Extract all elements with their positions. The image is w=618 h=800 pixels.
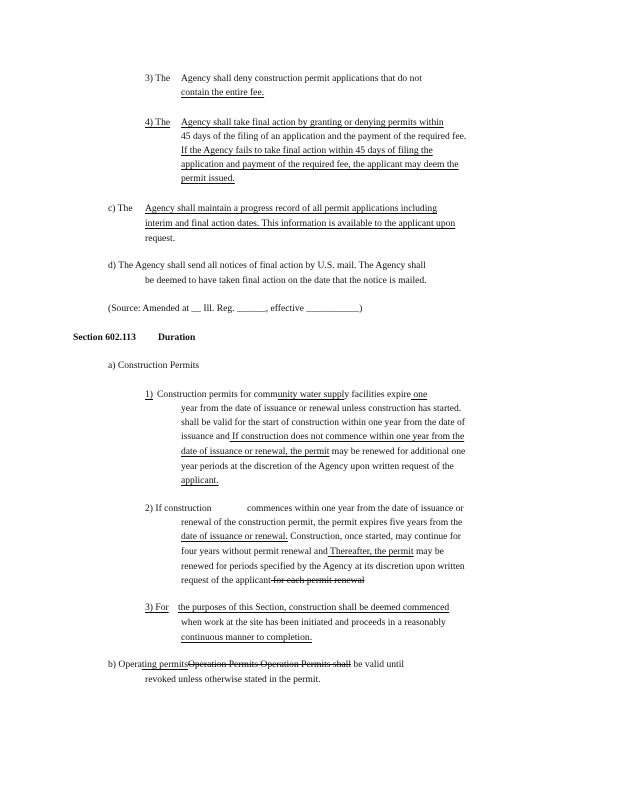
c2-l3-part-a: date of issuance or renewal. — [181, 531, 288, 542]
c1-l1-part-d: one — [410, 389, 428, 400]
construction-item-1-label: 1) — [145, 389, 153, 400]
c1-l1-part-c: y facilities expire — [344, 389, 411, 400]
construction-item-1-line-7: applicant. — [181, 475, 219, 486]
section-title: Duration — [158, 332, 196, 343]
item-a3-label-line — [145, 72, 170, 86]
construction-item-2-line-6 — [181, 574, 365, 588]
construction-item-3-label: 3) For — [145, 602, 169, 613]
item-a4-line-3: If the Agency fails to take final action within 45 days of filing the — [181, 145, 433, 156]
item-a3-label: 3) The — [145, 73, 171, 84]
operating-permits-line-1 — [108, 658, 404, 672]
c2-l4-part-c: may be — [413, 546, 444, 557]
c2-l6-part-b: for each permit renewal — [270, 575, 365, 586]
item-a4-line-2: 45 days of the filing of an application and the payment of the required fee. — [181, 131, 467, 142]
item-c-line-1: Agency shall maintain a progress record of all permit applications including — [145, 203, 437, 214]
construction-item-2-line-2: renewal of the construction permit, the permit expires five years from the — [181, 517, 463, 528]
construction-item-1-line-4 — [181, 430, 464, 444]
construction-item-2-line-3 — [181, 530, 461, 544]
construction-item-2-line-5: renewed for periods specified by the Agency at its discretion upon written — [181, 561, 465, 572]
item-a4-line-5: permit issued. — [181, 173, 235, 184]
item-a4-line-1: Agency shall take final action by granting or denying permits within — [181, 117, 444, 128]
c2-l4-part-a: four years without permit renewal and — [181, 546, 328, 557]
item-c-label: c) The — [108, 203, 133, 214]
construction-item-2-line-4 — [181, 545, 444, 559]
c2-l3-part-b: Construction, once started, may continue for — [287, 531, 462, 542]
construction-item-1-line-1 — [157, 388, 427, 402]
op-l1-part-b: ting permits — [141, 659, 188, 670]
operating-permits-line-2: revoked unless otherwise stated in the permit. — [145, 674, 321, 685]
construction-item-1-line-6: year periods at the discretion of the Agency upon written request of the — [181, 461, 454, 472]
op-l1-part-a: b) Opera — [108, 659, 142, 670]
construction-item-3-line-1: the purposes of this Section, construction shall be deemed commenced — [178, 602, 450, 613]
construction-item-1-line-3: shall be valid for the start of construction within one year from the date of — [181, 417, 465, 428]
c2-l4-part-b: Thereafter, the permit — [327, 546, 414, 557]
construction-item-2-line-1: commences within one year from the date of issuance or — [247, 503, 464, 514]
c2-l6-part-a: request of the applicant — [181, 575, 271, 586]
source-note-text: (Source: Amended at __ Ill. Reg. ______, effective ___________) — [108, 303, 363, 314]
construction-item-1-line-2: year from the date of issuance or renewal unless construction has started. — [181, 403, 462, 414]
c1-l4-part-a: issuance and — [181, 431, 230, 442]
item-a4-line-4: application and payment of the required fee, the applicant may deem the — [181, 159, 459, 170]
c1-l1-part-a: Construction permits for comm — [157, 389, 278, 400]
item-a4-label: 4) The — [145, 117, 171, 128]
op-l1-part-c: Operation Permits Operation Permits shall — [187, 659, 352, 670]
item-a3-line-1: Agency shall deny construction permit applications that do not — [181, 73, 422, 84]
construction-item-3-line-2: when work at the site has been initiated and proceeds in a reasonably — [181, 617, 446, 628]
construction-permits-heading-text: a) Construction Permits — [108, 360, 200, 371]
c1-l5-part-a: date of issuance or renewal, the permit — [181, 446, 330, 457]
c1-l4-part-b: If construction does not commence within one year from the — [229, 431, 465, 442]
op-l1-part-d: be valid until — [351, 659, 405, 670]
construction-item-1-line-5 — [181, 445, 465, 459]
c1-l1-part-b: unity water suppl — [277, 389, 345, 400]
source-note — [108, 302, 362, 316]
construction-permits-heading — [108, 359, 199, 373]
item-c-line-3: request. — [145, 233, 176, 244]
item-d-line-1: d) The Agency shall send all notices of final action by U.S. mail. The Agency shall — [108, 260, 426, 271]
section-number: Section 602.113 — [73, 332, 136, 343]
item-c-line-2: interim and final action dates. This information is available to the applicant upon — [145, 218, 456, 229]
construction-item-2-label: 2) If construction — [145, 503, 212, 514]
item-d-line-2: be deemed to have taken final action on the date that the notice is mailed. — [145, 275, 427, 286]
construction-item-3-line-3: continuous manner to completion. — [181, 632, 313, 643]
c1-l5-part-b: may be renewed for additional one — [329, 446, 466, 457]
item-a3-line-2: contain the entire fee. — [181, 87, 265, 98]
